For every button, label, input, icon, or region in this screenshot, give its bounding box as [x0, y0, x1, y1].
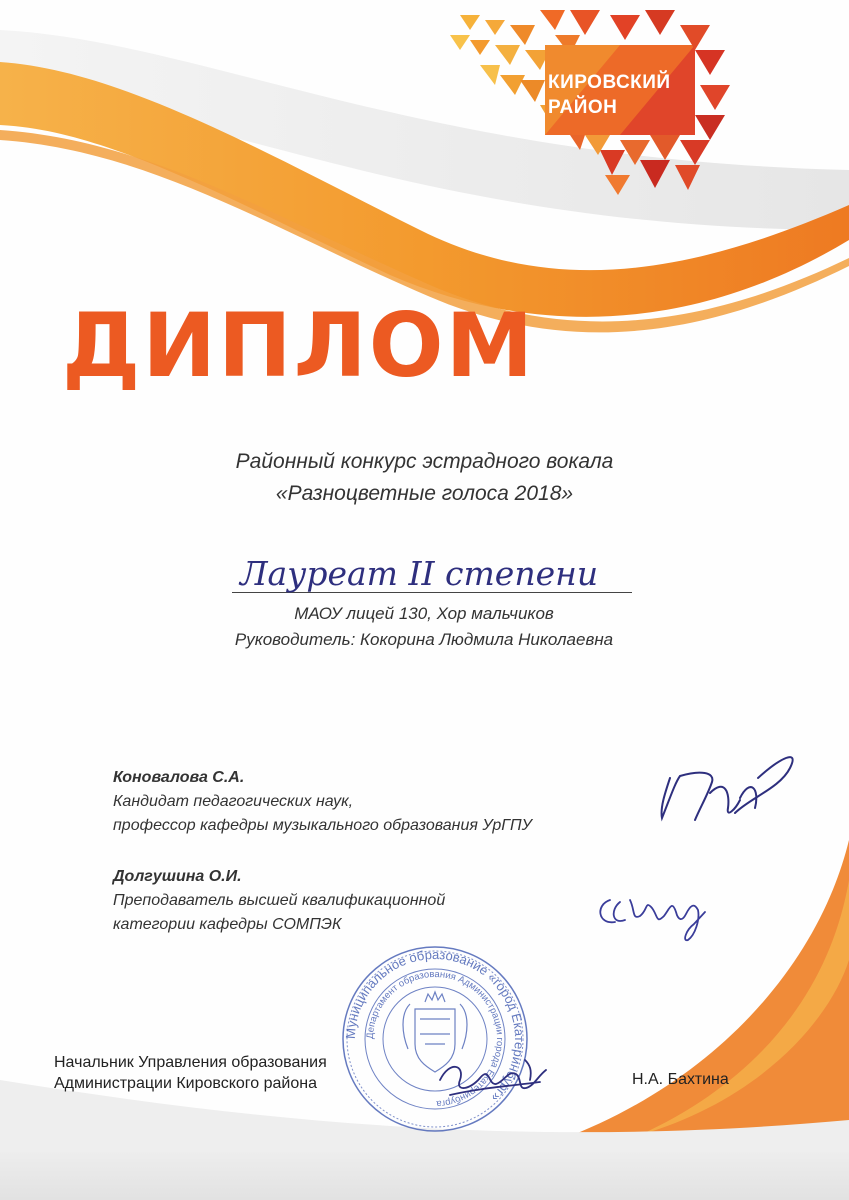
judge-2-position-line-2: категории кафедры СОМПЭК — [113, 916, 342, 933]
footer-position-line-2: Администрации Кировского района — [54, 1075, 317, 1092]
recipient-line-2: Руководитель: Кокорина Людмила Николаевна — [234, 630, 614, 649]
footer-position-line-1: Начальник Управления образования — [54, 1054, 327, 1071]
signature-head — [430, 1040, 560, 1110]
judge-1-name: Коновалова С.А. — [113, 769, 245, 786]
judge-2-name: Долгушина О.И. — [113, 868, 242, 885]
signature-judge-2 — [590, 880, 720, 950]
logo-line-1: КИРОВСКИЙ — [548, 72, 671, 93]
judge-1-position-line-1: Кандидат педагогических наук, — [113, 793, 354, 810]
signature-judge-1 — [640, 738, 810, 838]
recipient-block — [214, 601, 634, 653]
recipient-line-1: МАОУ лицей 130, Хор мальчиков — [294, 604, 554, 623]
contest-name — [0, 446, 849, 510]
judge-1-position-line-2: профессор кафедры музыкального образования УрГПУ — [113, 817, 532, 834]
award-handwritten: Лауреат II степени — [232, 557, 632, 593]
diploma-title: ДИПЛОМ — [62, 294, 536, 397]
logo-text — [548, 70, 671, 120]
stamp-inner-text: Департамент образования Администрации города Екатеринбурга — [364, 968, 506, 1110]
footer-position — [54, 1052, 327, 1094]
contest-line-2: «Разноцветные голоса 2018» — [275, 482, 574, 505]
judge-2-position-line-1: Преподаватель высшей квалификационной — [113, 892, 446, 909]
bottom-band — [0, 1152, 849, 1200]
stamp-outer-text: Муниципальное образование «город Екатеринбург» — [342, 946, 528, 1106]
logo-line-2: РАЙОН — [548, 97, 618, 118]
footer-signer-name: Н.А. Бахтина — [632, 1071, 729, 1088]
judge-2 — [113, 865, 445, 937]
judge-1 — [113, 766, 532, 838]
contest-line-1: Районный конкурс эстрадного вокала — [235, 450, 614, 473]
